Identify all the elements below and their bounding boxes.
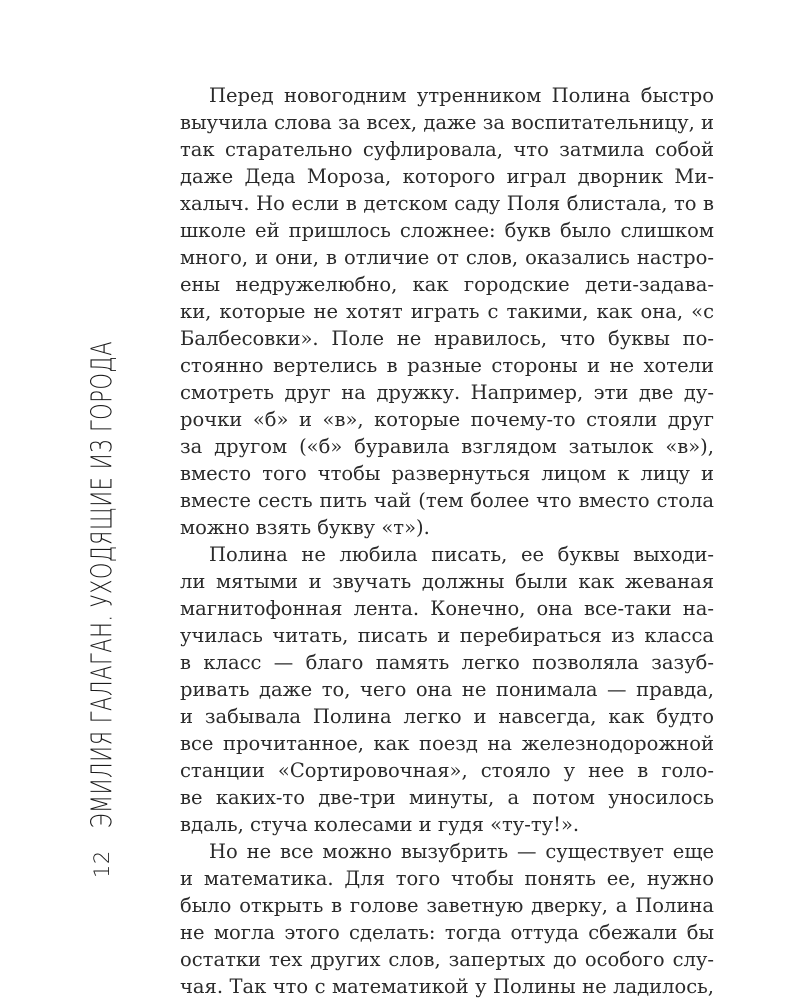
text-line: много, и они, в отличие от слов, оказались настро-	[180, 246, 714, 269]
text-line: даже Деда Мороза, которого играл дворник Ми-	[180, 165, 714, 188]
text-line: смотреть друг на дружку. Например, эти две ду-	[180, 381, 714, 404]
text-line: так старательно суфлировала, что затмила собой	[180, 138, 714, 161]
text-line: и математика. Для того чтобы понять ее, нужно	[180, 867, 714, 890]
text-line: Но не все можно вызубрить — существует еще	[209, 840, 714, 863]
text-line: халыч. Но если в детском саду Поля блистала, то в	[180, 192, 714, 215]
text-line: остатки тех других слов, запертых до особого слу-	[180, 948, 714, 971]
text-line: школе ей пришлось сложнее: букв было слишком	[180, 219, 714, 242]
text-line: не могла этого сделать: тогда оттуда сбежали бы	[180, 921, 714, 944]
text-line: станции «Сортировочная», стояло у нее в голо-	[180, 759, 714, 782]
text-line: стоянно вертелись в разные стороны и не хотели	[180, 354, 714, 377]
text-line: магнитофонная лента. Конечно, она все-таки на-	[180, 597, 714, 620]
text-line: вдаль, стуча колесами и гудя «ту-ту!».	[180, 813, 580, 836]
text-line: ривать даже то, чего она не понимала — правда,	[180, 678, 714, 701]
text-line: Полина не любила писать, ее буквы выходи-	[209, 543, 714, 566]
text-line: училась читать, писать и перебираться из класса	[180, 624, 714, 647]
text-line: рочки «б» и «в», которые почему-то стояли друг	[180, 408, 714, 431]
body-text	[180, 82, 714, 1000]
text-line: вместо того чтобы развернуться лицом к лицу и	[180, 462, 714, 485]
paragraph	[180, 838, 714, 1000]
paragraph	[180, 541, 714, 838]
text-line: чая. Так что с математикой у Полины не ладилось,	[180, 975, 714, 998]
text-line: и забывала Полина легко и навсегда, как будто	[180, 705, 714, 728]
text-line: можно взять букву «т»).	[180, 516, 430, 539]
text-line: было открыть в голове заветную дверку, а Полина	[180, 894, 714, 917]
text-line: ены недружелюбно, как городские дети-задава-	[180, 273, 714, 296]
text-line: ли мятыми и звучать должны были как жеваная	[180, 570, 714, 593]
text-line: ки, которые не хотят играть с такими, как она, «с	[180, 300, 714, 323]
running-head	[82, 318, 122, 878]
text-line: за другом («б» буравила взглядом затылок «в»),	[180, 435, 714, 458]
text-line: все прочитанное, как поезд на железнодорожной	[180, 732, 714, 755]
text-line: вместе сесть пить чай (тем более что вместо стола	[180, 489, 714, 512]
text-line: в класс — благо память легко позволяла зазуб-	[180, 651, 714, 674]
text-line: выучила слова за всех, даже за воспитательницу, и	[180, 111, 714, 134]
text-line: ве каких-то две-три минуты, а потом уносилось	[180, 786, 714, 809]
page-number: 12	[90, 850, 114, 878]
paragraph	[180, 82, 714, 541]
book-title: ЭМИЛИЯ ГАЛАГАН. УХОДЯЩИЕ ИЗ ГОРОДА	[85, 340, 119, 829]
text-line: Перед новогодним утренником Полина быстро	[209, 84, 714, 107]
text-line: Балбесовки». Поле не нравилось, что буквы по-	[180, 327, 714, 350]
